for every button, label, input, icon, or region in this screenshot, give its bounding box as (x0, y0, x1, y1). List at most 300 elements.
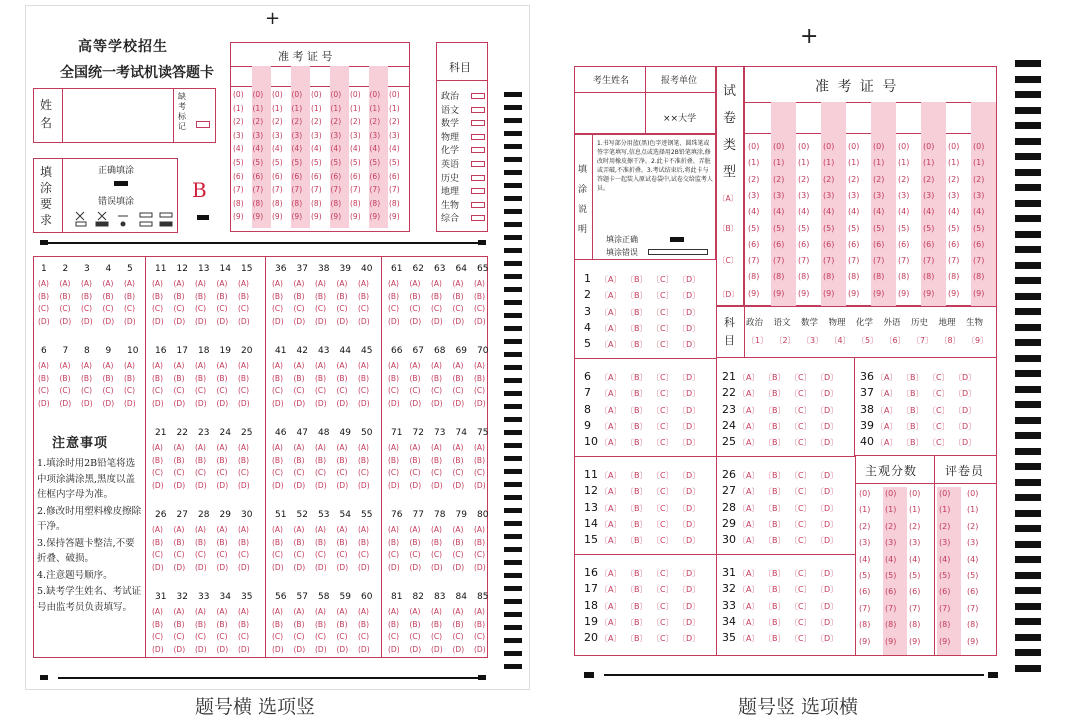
option-bubble[interactable]: (B) (431, 455, 442, 465)
score-bubble[interactable]: (9) (939, 636, 951, 646)
digit-bubble[interactable]: (8) (252, 198, 264, 208)
option-bubble[interactable]: 〔C〕 (652, 307, 674, 317)
option-bubble[interactable]: (A) (272, 443, 283, 452)
option-bubble[interactable]: 〔A〕 (600, 389, 622, 399)
option-bubble[interactable]: (B) (173, 373, 185, 383)
option-bubble[interactable]: (A) (152, 279, 163, 288)
option-bubble[interactable]: (A) (81, 279, 92, 288)
option-bubble[interactable]: 〔A〕 (600, 438, 622, 448)
option-bubble[interactable]: 〔C〕 (652, 438, 674, 448)
option-bubble[interactable]: (A) (152, 525, 163, 534)
option-bubble[interactable]: (D) (238, 316, 250, 326)
score-bubble[interactable]: (6) (859, 587, 871, 597)
option-bubble[interactable]: (C) (474, 550, 486, 559)
option-bubble[interactable]: (B) (124, 291, 135, 301)
digit-bubble[interactable]: (0) (823, 142, 835, 151)
option-bubble[interactable]: (C) (238, 468, 250, 477)
option-bubble[interactable]: 〔D〕 (816, 421, 839, 431)
digit-bubble[interactable]: (0) (369, 90, 381, 99)
option-bubble[interactable]: 〔D〕 (954, 373, 977, 382)
option-bubble[interactable]: (A) (452, 525, 464, 534)
option-bubble[interactable]: (A) (452, 443, 464, 452)
digit-bubble[interactable]: (3) (272, 130, 283, 140)
option-bubble[interactable]: (A) (452, 361, 464, 370)
option-bubble[interactable]: (C) (409, 386, 421, 395)
option-bubble[interactable]: (C) (388, 550, 400, 559)
option-bubble[interactable]: 〔D〕 (678, 487, 701, 497)
option-bubble[interactable]: 〔A〕 (600, 617, 622, 627)
option-bubble[interactable]: (D) (216, 398, 229, 408)
option-bubble[interactable]: (B) (336, 537, 348, 547)
digit-bubble[interactable]: (1) (898, 158, 910, 168)
option-bubble[interactable]: (B) (216, 619, 228, 629)
option-bubble[interactable]: 〔B〕 (764, 634, 786, 644)
option-bubble[interactable]: (B) (431, 537, 442, 547)
option-bubble[interactable]: (B) (102, 373, 114, 383)
option-bubble[interactable]: (A) (173, 525, 185, 534)
digit-bubble[interactable]: (5) (823, 223, 835, 233)
option-bubble[interactable]: 〔A〕 (738, 585, 760, 595)
option-bubble[interactable]: (B) (409, 373, 421, 383)
option-bubble[interactable]: (A) (152, 361, 163, 370)
subject-row[interactable] (441, 116, 487, 129)
option-bubble[interactable]: 〔B〕 (626, 585, 648, 595)
digit-bubble[interactable]: (5) (233, 158, 244, 167)
option-bubble[interactable]: (A) (216, 279, 228, 288)
option-bubble[interactable]: (C) (388, 304, 400, 313)
option-bubble[interactable]: (B) (336, 455, 348, 465)
digit-bubble[interactable]: (5) (973, 223, 985, 233)
digit-bubble[interactable]: (7) (233, 185, 244, 195)
option-bubble[interactable]: (B) (173, 537, 185, 547)
option-bubble[interactable]: (B) (216, 455, 228, 465)
digit-bubble[interactable]: (0) (350, 90, 361, 99)
option-bubble[interactable]: (A) (358, 525, 369, 534)
option-bubble[interactable]: (B) (431, 619, 442, 629)
option-bubble[interactable]: (A) (272, 525, 283, 534)
digit-bubble[interactable]: (1) (873, 158, 885, 168)
option-bubble[interactable]: (A) (431, 279, 442, 288)
option-bubble[interactable]: (C) (38, 304, 50, 313)
digit-bubble[interactable]: (0) (389, 90, 400, 99)
option-bubble[interactable]: (A) (216, 443, 228, 452)
subject-bubble[interactable] (471, 93, 485, 99)
option-bubble[interactable]: 〔A〕 (876, 438, 898, 448)
option-bubble[interactable]: (B) (452, 537, 464, 547)
option-bubble[interactable]: 〔C〕 (928, 373, 950, 382)
digit-bubble[interactable]: (8) (898, 272, 910, 282)
score-bubble[interactable]: (1) (859, 505, 871, 515)
digit-bubble[interactable]: (6) (291, 171, 303, 181)
option-bubble[interactable]: (C) (452, 632, 464, 641)
option-bubble[interactable]: (B) (238, 291, 249, 301)
option-bubble[interactable]: 〔A〕 (600, 307, 622, 317)
digit-bubble[interactable]: (4) (798, 207, 810, 217)
digit-bubble[interactable]: (2) (369, 117, 381, 127)
digit-bubble[interactable]: (3) (923, 190, 935, 200)
option-bubble[interactable]: (B) (173, 619, 185, 629)
option-bubble[interactable]: 〔C〕 (790, 389, 812, 399)
option-bubble[interactable]: (C) (152, 632, 164, 641)
score-bubble[interactable]: (1) (909, 505, 921, 515)
digit-bubble[interactable]: (1) (369, 103, 381, 113)
score-bubble[interactable]: (8) (967, 620, 979, 630)
score-bubble[interactable]: (4) (859, 554, 871, 564)
digit-bubble[interactable]: (7) (272, 185, 283, 195)
option-bubble[interactable]: 〔B〕 (626, 389, 648, 399)
score-bubble[interactable]: (5) (967, 571, 979, 580)
option-bubble[interactable]: (C) (431, 468, 443, 477)
option-bubble[interactable]: (A) (474, 361, 485, 370)
option-bubble[interactable]: (A) (195, 361, 206, 370)
option-bubble[interactable]: 〔D〕 (816, 373, 839, 382)
subject-bubble[interactable] (471, 161, 485, 167)
option-bubble[interactable]: 〔B〕 (764, 471, 786, 480)
option-bubble[interactable]: (B) (152, 455, 163, 465)
option-bubble[interactable]: 〔A〕 (600, 421, 622, 431)
digit-bubble[interactable]: (6) (948, 239, 960, 249)
subject-row[interactable] (441, 211, 487, 224)
option-bubble[interactable]: (C) (293, 386, 305, 395)
option-bubble[interactable]: 〔D〕 (678, 519, 701, 529)
option-bubble[interactable]: (B) (272, 619, 283, 629)
option-bubble[interactable]: (D) (293, 480, 306, 490)
digit-bubble[interactable]: (3) (252, 130, 264, 140)
digit-bubble[interactable]: (4) (898, 207, 910, 217)
option-bubble[interactable]: (B) (358, 291, 369, 301)
subject-bubble[interactable]: 〔4〕 (829, 336, 851, 345)
digit-bubble[interactable]: (0) (873, 142, 885, 151)
option-bubble[interactable]: (A) (59, 361, 71, 370)
digit-bubble[interactable]: (8) (233, 198, 244, 208)
option-bubble[interactable]: 〔A〕 (876, 389, 898, 399)
option-bubble[interactable]: (C) (152, 386, 164, 395)
option-bubble[interactable]: (A) (293, 361, 305, 370)
option-bubble[interactable]: (D) (238, 644, 250, 654)
option-bubble[interactable]: (A) (358, 443, 369, 452)
option-bubble[interactable]: (C) (272, 550, 284, 559)
option-bubble[interactable]: (A) (216, 361, 228, 370)
digit-bubble[interactable]: (4) (823, 207, 835, 217)
option-bubble[interactable]: (B) (474, 619, 485, 629)
option-bubble[interactable]: (B) (474, 373, 485, 383)
option-bubble[interactable]: 〔C〕 (652, 634, 674, 644)
option-bubble[interactable]: (A) (152, 443, 163, 452)
option-bubble[interactable]: (B) (272, 291, 283, 301)
option-bubble[interactable]: (D) (293, 644, 306, 654)
digit-bubble[interactable]: (5) (369, 158, 381, 167)
option-bubble[interactable]: (A) (388, 443, 399, 452)
score-bubble[interactable]: (4) (967, 554, 979, 564)
option-bubble[interactable]: (C) (388, 468, 400, 477)
option-bubble[interactable]: (A) (195, 279, 206, 288)
option-bubble[interactable]: (D) (388, 480, 400, 490)
option-bubble[interactable]: 〔C〕 (652, 389, 674, 399)
option-bubble[interactable]: (D) (315, 644, 327, 654)
option-bubble[interactable]: (B) (409, 455, 421, 465)
digit-bubble[interactable]: (9) (350, 212, 361, 222)
option-bubble[interactable]: (C) (409, 550, 421, 559)
score-bubble[interactable]: (3) (885, 538, 897, 548)
option-bubble[interactable]: (D) (358, 644, 370, 654)
digit-bubble[interactable]: (1) (773, 158, 785, 168)
option-bubble[interactable]: (D) (173, 644, 186, 654)
option-bubble[interactable]: 〔B〕 (764, 405, 786, 415)
digit-bubble[interactable]: (9) (330, 212, 342, 222)
option-bubble[interactable]: (A) (124, 279, 135, 288)
digit-bubble[interactable]: (0) (898, 142, 910, 151)
option-bubble[interactable]: 〔D〕 (816, 405, 839, 415)
option-bubble[interactable]: (D) (216, 480, 229, 490)
option-bubble[interactable]: (C) (152, 550, 164, 559)
option-bubble[interactable]: (D) (388, 562, 400, 572)
option-bubble[interactable]: 〔B〕 (902, 421, 924, 431)
digit-bubble[interactable]: (9) (898, 288, 910, 298)
option-bubble[interactable]: 〔B〕 (626, 421, 648, 431)
digit-bubble[interactable]: (4) (923, 207, 935, 217)
subject-bubble[interactable] (471, 120, 485, 126)
digit-bubble[interactable]: (5) (923, 223, 935, 233)
option-bubble[interactable]: 〔C〕 (652, 617, 674, 627)
option-bubble[interactable]: (B) (388, 619, 399, 629)
digit-bubble[interactable]: (6) (973, 239, 985, 249)
option-bubble[interactable]: 〔D〕 (678, 421, 701, 431)
option-bubble[interactable]: 〔D〕 (678, 323, 701, 333)
digit-bubble[interactable]: (7) (798, 256, 810, 266)
option-bubble[interactable]: (B) (81, 373, 92, 383)
score-bubble[interactable]: (5) (909, 571, 921, 580)
digit-bubble[interactable]: (7) (973, 256, 985, 266)
option-bubble[interactable]: (D) (238, 398, 250, 408)
option-bubble[interactable]: 〔C〕 (652, 275, 674, 284)
digit-bubble[interactable]: (0) (748, 142, 760, 151)
digit-bubble[interactable]: (6) (252, 171, 264, 181)
option-bubble[interactable]: (D) (173, 316, 186, 326)
subject-bubble[interactable] (471, 202, 485, 208)
digit-bubble[interactable]: (2) (272, 117, 283, 127)
option-bubble[interactable]: (C) (474, 304, 486, 313)
score-bubble[interactable]: (0) (967, 489, 979, 498)
option-bubble[interactable]: (A) (216, 525, 228, 534)
option-bubble[interactable]: (A) (38, 361, 49, 370)
option-bubble[interactable]: (C) (216, 632, 228, 641)
option-bubble[interactable]: 〔D〕 (678, 601, 701, 611)
option-bubble[interactable]: (D) (336, 480, 349, 490)
option-bubble[interactable]: 〔C〕 (652, 569, 674, 578)
digit-bubble[interactable]: (1) (291, 103, 303, 113)
digit-bubble[interactable]: (2) (311, 117, 322, 127)
option-bubble[interactable]: (D) (195, 398, 207, 408)
digit-bubble[interactable]: (0) (973, 142, 985, 151)
score-bubble[interactable]: (4) (909, 554, 921, 564)
digit-bubble[interactable]: (3) (798, 190, 810, 200)
option-bubble[interactable]: (A) (315, 607, 326, 616)
option-bubble[interactable]: 〔C〕 (652, 487, 674, 497)
option-bubble[interactable]: (B) (238, 373, 249, 383)
option-bubble[interactable]: 〔D〕 (678, 405, 701, 415)
digit-bubble[interactable]: (4) (748, 207, 760, 217)
option-bubble[interactable]: (A) (293, 607, 305, 616)
digit-bubble[interactable]: (2) (330, 117, 342, 127)
option-bubble[interactable]: (C) (474, 386, 486, 395)
digit-bubble[interactable]: (4) (330, 144, 342, 154)
option-bubble[interactable]: 〔D〕 (678, 291, 701, 301)
option-bubble[interactable]: (B) (452, 619, 464, 629)
option-bubble[interactable]: 〔A〕 (738, 389, 760, 399)
option-bubble[interactable]: (C) (409, 304, 421, 313)
option-bubble[interactable]: 〔C〕 (652, 519, 674, 529)
option-bubble[interactable]: 〔D〕 (678, 373, 701, 382)
digit-bubble[interactable]: (7) (350, 185, 361, 195)
option-bubble[interactable]: (D) (315, 316, 327, 326)
option-bubble[interactable]: (C) (409, 632, 421, 641)
digit-bubble[interactable]: (9) (291, 212, 303, 222)
option-bubble[interactable]: (B) (195, 373, 206, 383)
option-bubble[interactable]: (B) (388, 537, 399, 547)
option-bubble[interactable]: (A) (431, 443, 442, 452)
digit-bubble[interactable]: (7) (898, 256, 910, 266)
digit-bubble[interactable]: (6) (311, 171, 322, 181)
option-bubble[interactable]: 〔B〕 (764, 585, 786, 595)
option-bubble[interactable]: 〔C〕 (790, 569, 812, 578)
option-bubble[interactable]: (C) (452, 468, 464, 477)
option-bubble[interactable]: (C) (358, 386, 370, 395)
score-bubble[interactable]: (4) (885, 554, 897, 564)
option-bubble[interactable]: 〔B〕 (764, 487, 786, 497)
option-bubble[interactable]: (B) (59, 291, 71, 301)
option-bubble[interactable]: (B) (216, 291, 228, 301)
option-bubble[interactable]: 〔B〕 (764, 617, 786, 627)
option-bubble[interactable]: (A) (238, 443, 249, 452)
option-bubble[interactable]: (C) (315, 304, 327, 313)
digit-bubble[interactable]: (2) (948, 174, 960, 184)
option-bubble[interactable]: (B) (195, 619, 206, 629)
option-bubble[interactable]: 〔C〕 (652, 503, 674, 513)
option-bubble[interactable]: (A) (431, 361, 442, 370)
option-bubble[interactable]: (C) (173, 386, 185, 395)
subject-row[interactable] (441, 103, 487, 116)
digit-bubble[interactable]: (4) (948, 207, 960, 217)
subject-bubble[interactable] (471, 215, 485, 221)
option-bubble[interactable]: (C) (431, 304, 443, 313)
option-bubble[interactable]: (C) (102, 304, 114, 313)
option-bubble[interactable]: 〔A〕 (738, 536, 760, 546)
option-bubble[interactable]: (B) (474, 537, 485, 547)
digit-bubble[interactable]: (5) (330, 158, 342, 167)
digit-bubble[interactable]: (6) (389, 171, 400, 181)
digit-bubble[interactable]: (7) (252, 185, 264, 195)
digit-bubble[interactable]: (9) (272, 212, 283, 222)
option-bubble[interactable]: (D) (152, 398, 164, 408)
option-bubble[interactable]: (C) (315, 550, 327, 559)
digit-bubble[interactable]: (3) (823, 190, 835, 200)
subject-bubble[interactable] (471, 188, 485, 194)
option-bubble[interactable]: (A) (388, 361, 399, 370)
score-bubble[interactable]: (1) (885, 505, 897, 515)
option-bubble[interactable]: 〔D〕 (678, 471, 701, 480)
subject-bubble[interactable] (471, 175, 485, 181)
option-bubble[interactable]: (D) (474, 562, 486, 572)
digit-bubble[interactable]: (7) (389, 185, 400, 195)
option-bubble[interactable]: (D) (238, 480, 250, 490)
right-type-d[interactable]: 〔D〕 (718, 290, 739, 299)
digit-bubble[interactable]: (5) (773, 223, 785, 233)
digit-bubble[interactable]: (9) (252, 212, 264, 222)
option-bubble[interactable]: (B) (409, 291, 421, 301)
option-bubble[interactable]: (B) (431, 291, 442, 301)
score-bubble[interactable]: (2) (967, 521, 979, 531)
option-bubble[interactable]: 〔C〕 (790, 634, 812, 644)
option-bubble[interactable]: 〔B〕 (626, 617, 648, 627)
option-bubble[interactable]: (B) (358, 537, 369, 547)
option-bubble[interactable]: 〔D〕 (954, 438, 977, 448)
option-bubble[interactable]: 〔C〕 (652, 585, 674, 595)
option-bubble[interactable]: 〔C〕 (790, 503, 812, 513)
subject-bubble[interactable]: 〔7〕 (912, 336, 934, 345)
option-bubble[interactable]: (C) (59, 304, 71, 313)
option-bubble[interactable]: (C) (358, 304, 370, 313)
digit-bubble[interactable]: (9) (973, 288, 985, 298)
option-bubble[interactable]: (C) (152, 304, 164, 313)
option-bubble[interactable]: (A) (474, 443, 485, 452)
option-bubble[interactable]: (B) (216, 537, 228, 547)
digit-bubble[interactable]: (6) (330, 171, 342, 181)
score-bubble[interactable]: (2) (859, 521, 871, 531)
option-bubble[interactable]: (B) (358, 455, 369, 465)
option-bubble[interactable]: (B) (452, 455, 464, 465)
option-bubble[interactable]: 〔D〕 (678, 389, 701, 399)
option-bubble[interactable]: (A) (315, 443, 326, 452)
option-bubble[interactable]: (A) (409, 525, 421, 534)
option-bubble[interactable]: (B) (195, 291, 206, 301)
option-bubble[interactable]: (B) (293, 291, 305, 301)
option-bubble[interactable]: (C) (336, 632, 348, 641)
digit-bubble[interactable]: (8) (389, 198, 400, 208)
option-bubble[interactable]: 〔B〕 (626, 307, 648, 317)
option-bubble[interactable]: (D) (152, 562, 164, 572)
option-bubble[interactable]: (C) (173, 632, 185, 641)
option-bubble[interactable]: (D) (272, 316, 284, 326)
digit-bubble[interactable]: (4) (272, 144, 283, 154)
option-bubble[interactable]: 〔D〕 (816, 634, 839, 644)
option-bubble[interactable]: (C) (272, 386, 284, 395)
option-bubble[interactable]: (A) (409, 443, 421, 452)
digit-bubble[interactable]: (0) (233, 90, 244, 99)
score-bubble[interactable]: (9) (885, 636, 897, 646)
digit-bubble[interactable]: (9) (311, 212, 322, 222)
option-bubble[interactable]: (C) (173, 304, 185, 313)
option-bubble[interactable]: 〔B〕 (626, 634, 648, 644)
score-bubble[interactable]: (0) (859, 489, 871, 498)
digit-bubble[interactable]: (6) (748, 239, 760, 249)
digit-bubble[interactable]: (8) (350, 198, 361, 208)
option-bubble[interactable]: 〔B〕 (626, 503, 648, 513)
option-bubble[interactable]: 〔D〕 (816, 471, 839, 480)
option-bubble[interactable]: (C) (336, 468, 348, 477)
option-bubble[interactable]: 〔B〕 (764, 601, 786, 611)
option-bubble[interactable]: 〔B〕 (902, 373, 924, 382)
option-bubble[interactable]: (D) (81, 316, 93, 326)
score-bubble[interactable]: (7) (885, 603, 897, 613)
option-bubble[interactable]: (A) (452, 279, 464, 288)
digit-bubble[interactable]: (1) (330, 103, 342, 113)
option-bubble[interactable]: 〔C〕 (790, 487, 812, 497)
option-bubble[interactable]: (B) (474, 291, 485, 301)
option-bubble[interactable]: (B) (152, 537, 163, 547)
option-bubble[interactable]: 〔A〕 (738, 373, 760, 382)
option-bubble[interactable]: (D) (152, 480, 164, 490)
digit-bubble[interactable]: (1) (252, 103, 264, 113)
